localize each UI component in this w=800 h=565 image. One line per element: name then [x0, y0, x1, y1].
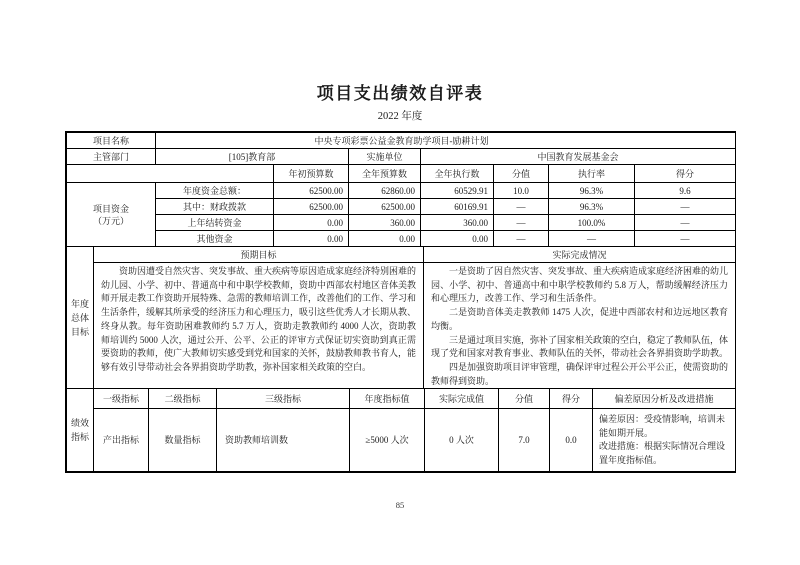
deviation-cell [593, 409, 736, 472]
department-value: [105]教育部 [156, 149, 349, 165]
funding-row-fiscal [67, 199, 736, 215]
execution-rate-value: 96.3% [549, 199, 635, 215]
indicators-header-row [67, 389, 736, 409]
goals-body-row [67, 263, 736, 389]
funding-row-other [67, 231, 736, 247]
info-section [66, 132, 736, 165]
actual-paragraph-4: 四是加强资助项目评审管理，确保评审过程公开公平公正，使需资助的教师得到资助。 [431, 361, 729, 386]
expected-goal-text-cell [94, 263, 424, 389]
department-label: 主管部门 [67, 149, 156, 165]
header-score-weight: 分值 [494, 165, 549, 183]
goals-header-row [67, 247, 736, 263]
funding-label-line1: 项目资金 [92, 203, 129, 214]
actual-completion-text-cell [424, 263, 736, 389]
annual-budget-value: 62860.00 [349, 183, 421, 199]
actual-paragraph-3: 三是通过项目实施，弥补了国家相关政策的空白，稳定了教师队伍，体现了党和国家对教育事业、教师队伍的关怀，带动社会各界捐资助学助教。 [431, 334, 729, 359]
header-actual-value: 实际完成值 [425, 389, 499, 409]
score-value: — [635, 199, 736, 215]
actual-completion-header: 实际完成情况 [424, 247, 736, 263]
executed-value: 360.00 [421, 215, 494, 231]
initial-budget-value: 62500.00 [274, 199, 349, 215]
expected-goal-text: 资助因遭受自然灾害、突发事故、重大疾病等原因造成家庭经济特别困难的幼儿园、小学、初中、普通高中和中职学校教师，资助中西部农村地区音体美教师开展走教工作资助开展特殊、急需的教师培训工作，改善他们的工作、学习和生活条件，缓解其所承受的经济压力和心理压力，吸引这些优秀人才长期从教、终身从教。每年资助困难教师约 5.7 万人，资助走教教师约 4000 人次，资助教师培训约 5000 人次，通过公开、公平、公正的评审方式保证切实资助到真正需要资助的教师，使广大教师切实感受到党和国家的关怀，鼓励教师教书育人，能够有效引导带动社会各界捐资助学助教，弥补国家相关政策的空白。 [101, 266, 417, 372]
score-weight-value: 7.0 [499, 409, 550, 472]
deviation-reason: 偏差原因：受疫情影响，培训未能如期开展。 [599, 414, 726, 438]
executed-value: 60529.91 [421, 183, 494, 199]
header-score: 得分 [550, 389, 593, 409]
funding-blank-cell [67, 165, 274, 183]
initial-budget-value: 0.00 [274, 215, 349, 231]
project-name-label: 项目名称 [67, 133, 156, 149]
goals-section [66, 246, 736, 389]
execution-rate-value: — [549, 231, 635, 247]
funding-label-line2: （万元） [92, 215, 129, 226]
expected-goal-header: 预期目标 [94, 247, 424, 263]
implementer-label: 实施单位 [349, 149, 421, 165]
execution-rate-value: 100.0% [549, 215, 635, 231]
score-weight-value: — [494, 215, 549, 231]
level2-value: 数量指标 [149, 409, 217, 472]
page-number: 85 [395, 500, 405, 510]
implementer-value: 中国教育发展基金会 [421, 149, 736, 165]
goals-section-label: 年度总体目标 [67, 247, 94, 389]
funding-row-carryover [67, 215, 736, 231]
annual-budget-value: 360.00 [349, 215, 421, 231]
header-initial-budget: 年初预算数 [274, 165, 349, 183]
header-level1: 一级指标 [94, 389, 149, 409]
score-value: — [635, 231, 736, 247]
score-value: 9.6 [635, 183, 736, 199]
level3-value: 资助教师培训数 [217, 409, 350, 472]
page-title: 项目支出绩效自评表 [316, 84, 484, 103]
header-score-weight: 分值 [499, 389, 550, 409]
project-name-value: 中央专项彩票公益金教育助学项目-励耕计划 [314, 135, 489, 146]
header-execution-rate: 执行率 [549, 165, 635, 183]
target-value: ≥5000 人次 [350, 409, 425, 472]
funding-section-label [67, 183, 156, 247]
executed-value: 60169.91 [421, 199, 494, 215]
funding-section [66, 164, 736, 247]
annual-budget-value: 0.00 [349, 231, 421, 247]
deviation-improvement: 改进措施：根据实际情况合理设置年度指标值。 [599, 441, 726, 465]
row-label: 年度资金总额： [156, 183, 274, 199]
initial-budget-value: 62500.00 [274, 183, 349, 199]
score-value: 0.0 [550, 409, 593, 472]
actual-paragraph-1: 一是资助了因自然灾害、突发事故、重大疾病造成家庭经济困难的幼儿园、小学、初中、普通高中和中职学校教师约 5.8 万人，帮助缓解经济压力和心理压力，改善工作、学习和生活条件。 [431, 266, 729, 304]
score-weight-value: — [494, 199, 549, 215]
department-row [67, 149, 736, 165]
header-annual-budget: 全年预算数 [349, 165, 421, 183]
report-year: 2022 年度 [377, 111, 423, 122]
annual-budget-value: 62500.00 [349, 199, 421, 215]
score-weight-value: — [494, 231, 549, 247]
executed-value: 0.00 [421, 231, 494, 247]
header-level2: 二级指标 [149, 389, 217, 409]
project-name-cell [156, 133, 736, 149]
initial-budget-value: 0.00 [274, 231, 349, 247]
header-score: 得分 [635, 165, 736, 183]
project-name-row [67, 133, 736, 149]
indicator-data-row [67, 409, 736, 472]
actual-paragraph-2: 二是资助音体美走教教师 1475 人次，促进中西部农村和边远地区教育均衡。 [431, 307, 728, 331]
level1-value: 产出指标 [94, 409, 149, 472]
header-executed: 全年执行数 [421, 165, 494, 183]
row-label: 上年结转资金 [156, 215, 274, 231]
indicators-section-label: 绩效指标 [67, 389, 94, 472]
funding-row-total [67, 183, 736, 199]
row-label: 其他资金 [156, 231, 274, 247]
score-value: — [635, 215, 736, 231]
indicators-section [66, 388, 736, 472]
actual-value: 0 人次 [425, 409, 499, 472]
score-weight-value: 10.0 [494, 183, 549, 199]
execution-rate-value: 96.3% [549, 183, 635, 199]
header-level3: 三级指标 [217, 389, 350, 409]
row-label: 其中：财政拨款 [156, 199, 274, 215]
funding-header-row [67, 165, 736, 183]
evaluation-table [65, 131, 736, 473]
header-deviation: 偏差原因分析及改进措施 [593, 389, 736, 409]
header-target-value: 年度指标值 [350, 389, 425, 409]
